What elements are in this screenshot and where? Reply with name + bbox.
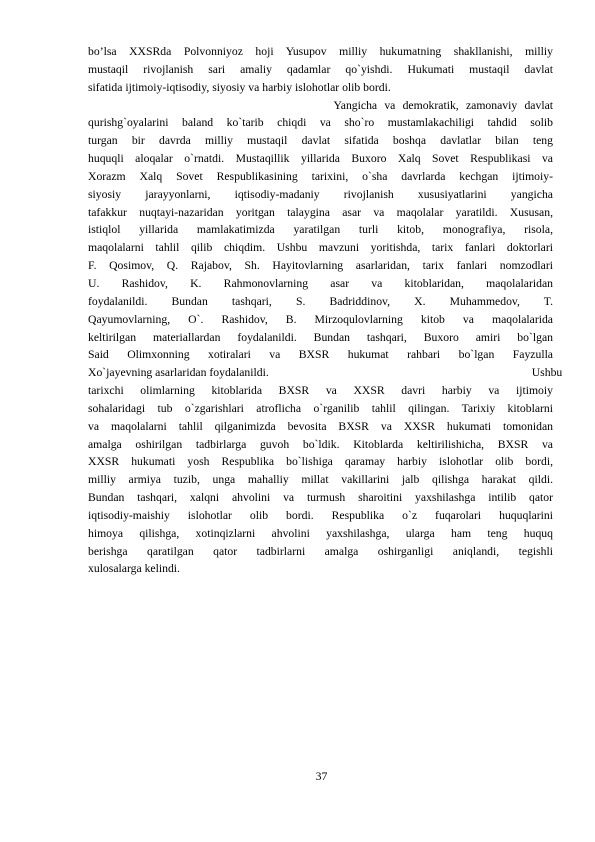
body-paragraphs	[88, 43, 563, 578]
text-line: U. Rashidov, K. Rahmonovlarning asar va kitoblaridan, maqolalaridan	[88, 276, 553, 290]
text-line: foydalanildi. Bundan tashqari, S. Badriddinov, X. Muhammedov, T.	[88, 294, 553, 308]
text-line: maqolalarni tahlil qilib chiqdim. Ushbu mavzuni yoritishda, tarix fanlari doktorlari	[88, 241, 553, 255]
text-line: va maqolalarni tahlil qilganimizda bevosita BXSR va XXSR hukumati tomonidan	[88, 419, 553, 433]
text-line: qurishg`oyalarini baland ko`tarib chiqdi va sho`ro mustamlakachiligi tahdid solib	[88, 116, 553, 130]
text-line: istiqlol yillarida mamlakatimizda yaratilgan turli kitob, monografiya, risola,	[88, 223, 553, 237]
text-line: Yangicha va demokratik, zamonaviy davlat	[88, 98, 553, 112]
text-line: tafakkur nuqtayi-nazaridan yoritgan talaygina asar va maqolalar yaratildi. Xususan,	[88, 205, 553, 219]
text-line: bo’lsa XXSRda Polvonniyoz hoji Yusupov milliy hukumatning shakllanishi, milliy	[88, 45, 553, 58]
text-line: siyosiy jarayyonlarni, iqtisodiy-madaniy rivojlanish xususiyatlarini yangicha	[88, 187, 553, 201]
text-line: sifatida ijtimoiy-iqtisodiy, siyosiy va harbiy islohotlar olib bordi.	[88, 80, 391, 94]
text-line: himoya qilishga, xotinqizlarni ahvolini yaxshilashga, ularga ham teng huquq	[88, 526, 553, 540]
text-line: milliy armiya tuzib, unga mahalliy millat vakillarini jalb qilishga harakat qildi.	[88, 473, 553, 487]
text-line: mustaqil rivojlanish sari amaliy qadamlar qo`yishdi. Hukumati mustaqil davlat	[88, 62, 553, 76]
text-line: tarixchi olimlarning kitoblarida BXSR va XXSR davri harbiy va ijtimoiy	[88, 384, 553, 398]
text-line: Xorazm Xalq Sovet Respublikasining tarixini, o`sha davrlarda kechgan ijtimoiy-	[88, 169, 553, 183]
text-line: berishga qaratilgan qator tadbirlarni amalga oshirganligi aniqlandi, tegishli	[88, 544, 553, 558]
text-line: iqtisodiy-maishiy islohotlar olib bordi. Respublika o`z fuqarolari huquqlarini	[88, 508, 553, 522]
text-line: huquqli aloqalar o`rnatdi. Mustaqillik yillarida Buxoro Xalq Sovet Respublikasi va	[88, 152, 553, 166]
text-line: F. Qosimov, Q. Rajabov, Sh. Hayitovlarning asarlaridan, tarix fanlari nomzodlari	[88, 259, 553, 273]
page-number: 37	[315, 770, 328, 783]
text-line: xulosalarga kelindi.	[88, 562, 180, 576]
text-line: Qayumovlarning, O`. Rashidov, B. Mirzoqulovlarning kitob va maqolalarida	[88, 312, 553, 326]
text-line: amalga oshirilgan tadbirlarga guvoh bo`ldik. Kitoblarda keltirilishicha, BXSR va	[88, 437, 553, 451]
text-line: Xo`jayevning asarlaridan foydalanildi. Ushbu	[88, 366, 563, 380]
text-line: sohalaridagi tub o`zgarishlari atroflicha o`rganilib tahlil qilingan. Tarixiy kitoblarni	[88, 401, 553, 415]
text-line: keltirilgan materiallardan foydalanildi. Bundan tashqari, Buxoro amiri bo`lgan	[88, 330, 553, 344]
text-line: XXSR hukumati yosh Respublika bo`lishiga qaramay harbiy islohotlar olib bordi,	[88, 455, 553, 469]
text-line: Said Olimxonning xotiralari va BXSR hukumat rahbari bo`lgan Fayzulla	[88, 348, 553, 362]
text-line: turgan bir davrda milliy mustaqil davlat sifatida boshqa davlatlar bilan teng	[88, 134, 553, 148]
text-line: Bundan tashqari, xalqni ahvolini va turmush sharoitini yaxshilashga intilib qator	[88, 491, 553, 505]
